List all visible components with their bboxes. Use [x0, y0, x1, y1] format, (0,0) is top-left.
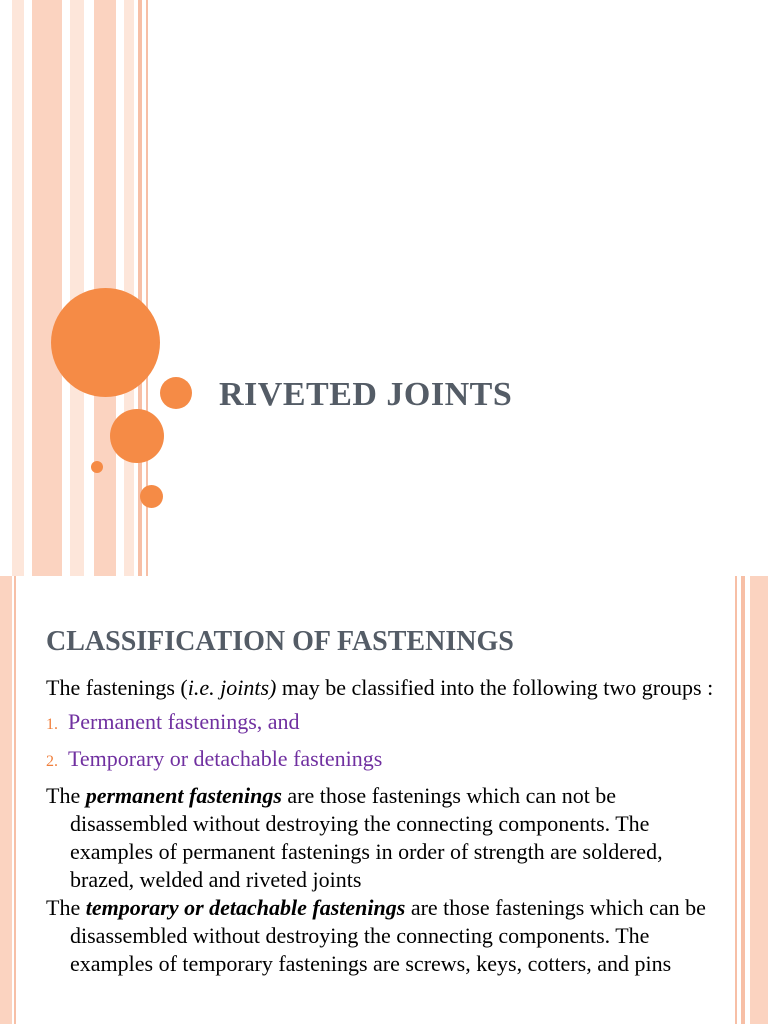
decor-stripe [0, 576, 12, 1024]
permanent-paragraph [46, 782, 726, 894]
intro-text-emphasis: i.e. joints) [187, 675, 277, 700]
permanent-text-post: are those fastenings which can not be disassembled without destroying the connecting components. The examples of permanent fastenings in order of strength are soldered, brazed, welded and riveted joints [70, 783, 663, 892]
intro-text-pre: The fastenings ( [46, 675, 188, 700]
list-text: Temporary or detachable fastenings [68, 746, 383, 771]
list-number: 2. [46, 753, 58, 770]
permanent-text-pre: The [46, 783, 86, 808]
decor-stripe [124, 0, 134, 576]
decor-stripe [14, 576, 16, 1024]
temporary-text-emphasis: temporary or detachable fastenings [85, 895, 406, 920]
decor-stripe [750, 576, 768, 1024]
list-item [46, 708, 726, 739]
list-item [46, 745, 726, 776]
intro-paragraph [46, 674, 726, 702]
decor-stripe [12, 0, 24, 576]
decor-stripe [735, 576, 737, 1024]
decor-stripe [70, 0, 84, 576]
intro-text-post: may be classified into the following two groups : [276, 675, 714, 700]
decor-circle-large [51, 288, 160, 397]
temporary-text-pre: The [46, 895, 86, 920]
decor-circle [91, 461, 103, 473]
permanent-text-emphasis: permanent fastenings [85, 783, 282, 808]
temporary-text-post: are those fastenings which can be disassembled without destroying the connecting components. The examples of temporary fastenings are screws, keys, cotters, and pins [70, 895, 706, 976]
slide-title: RIVETED JOINTS [219, 376, 513, 413]
decor-circle [140, 485, 163, 508]
decor-circle [160, 377, 192, 409]
decor-stripe [32, 0, 62, 576]
slide-body [46, 674, 726, 978]
slide-heading: CLASSIFICATION OF FASTENINGS [46, 626, 514, 657]
list-text: Permanent fastenings, and [68, 709, 300, 734]
decor-circle [110, 409, 164, 463]
temporary-paragraph [46, 894, 726, 978]
content-slide [0, 576, 768, 1024]
list-number: 1. [46, 716, 58, 733]
decor-stripe [741, 576, 745, 1024]
